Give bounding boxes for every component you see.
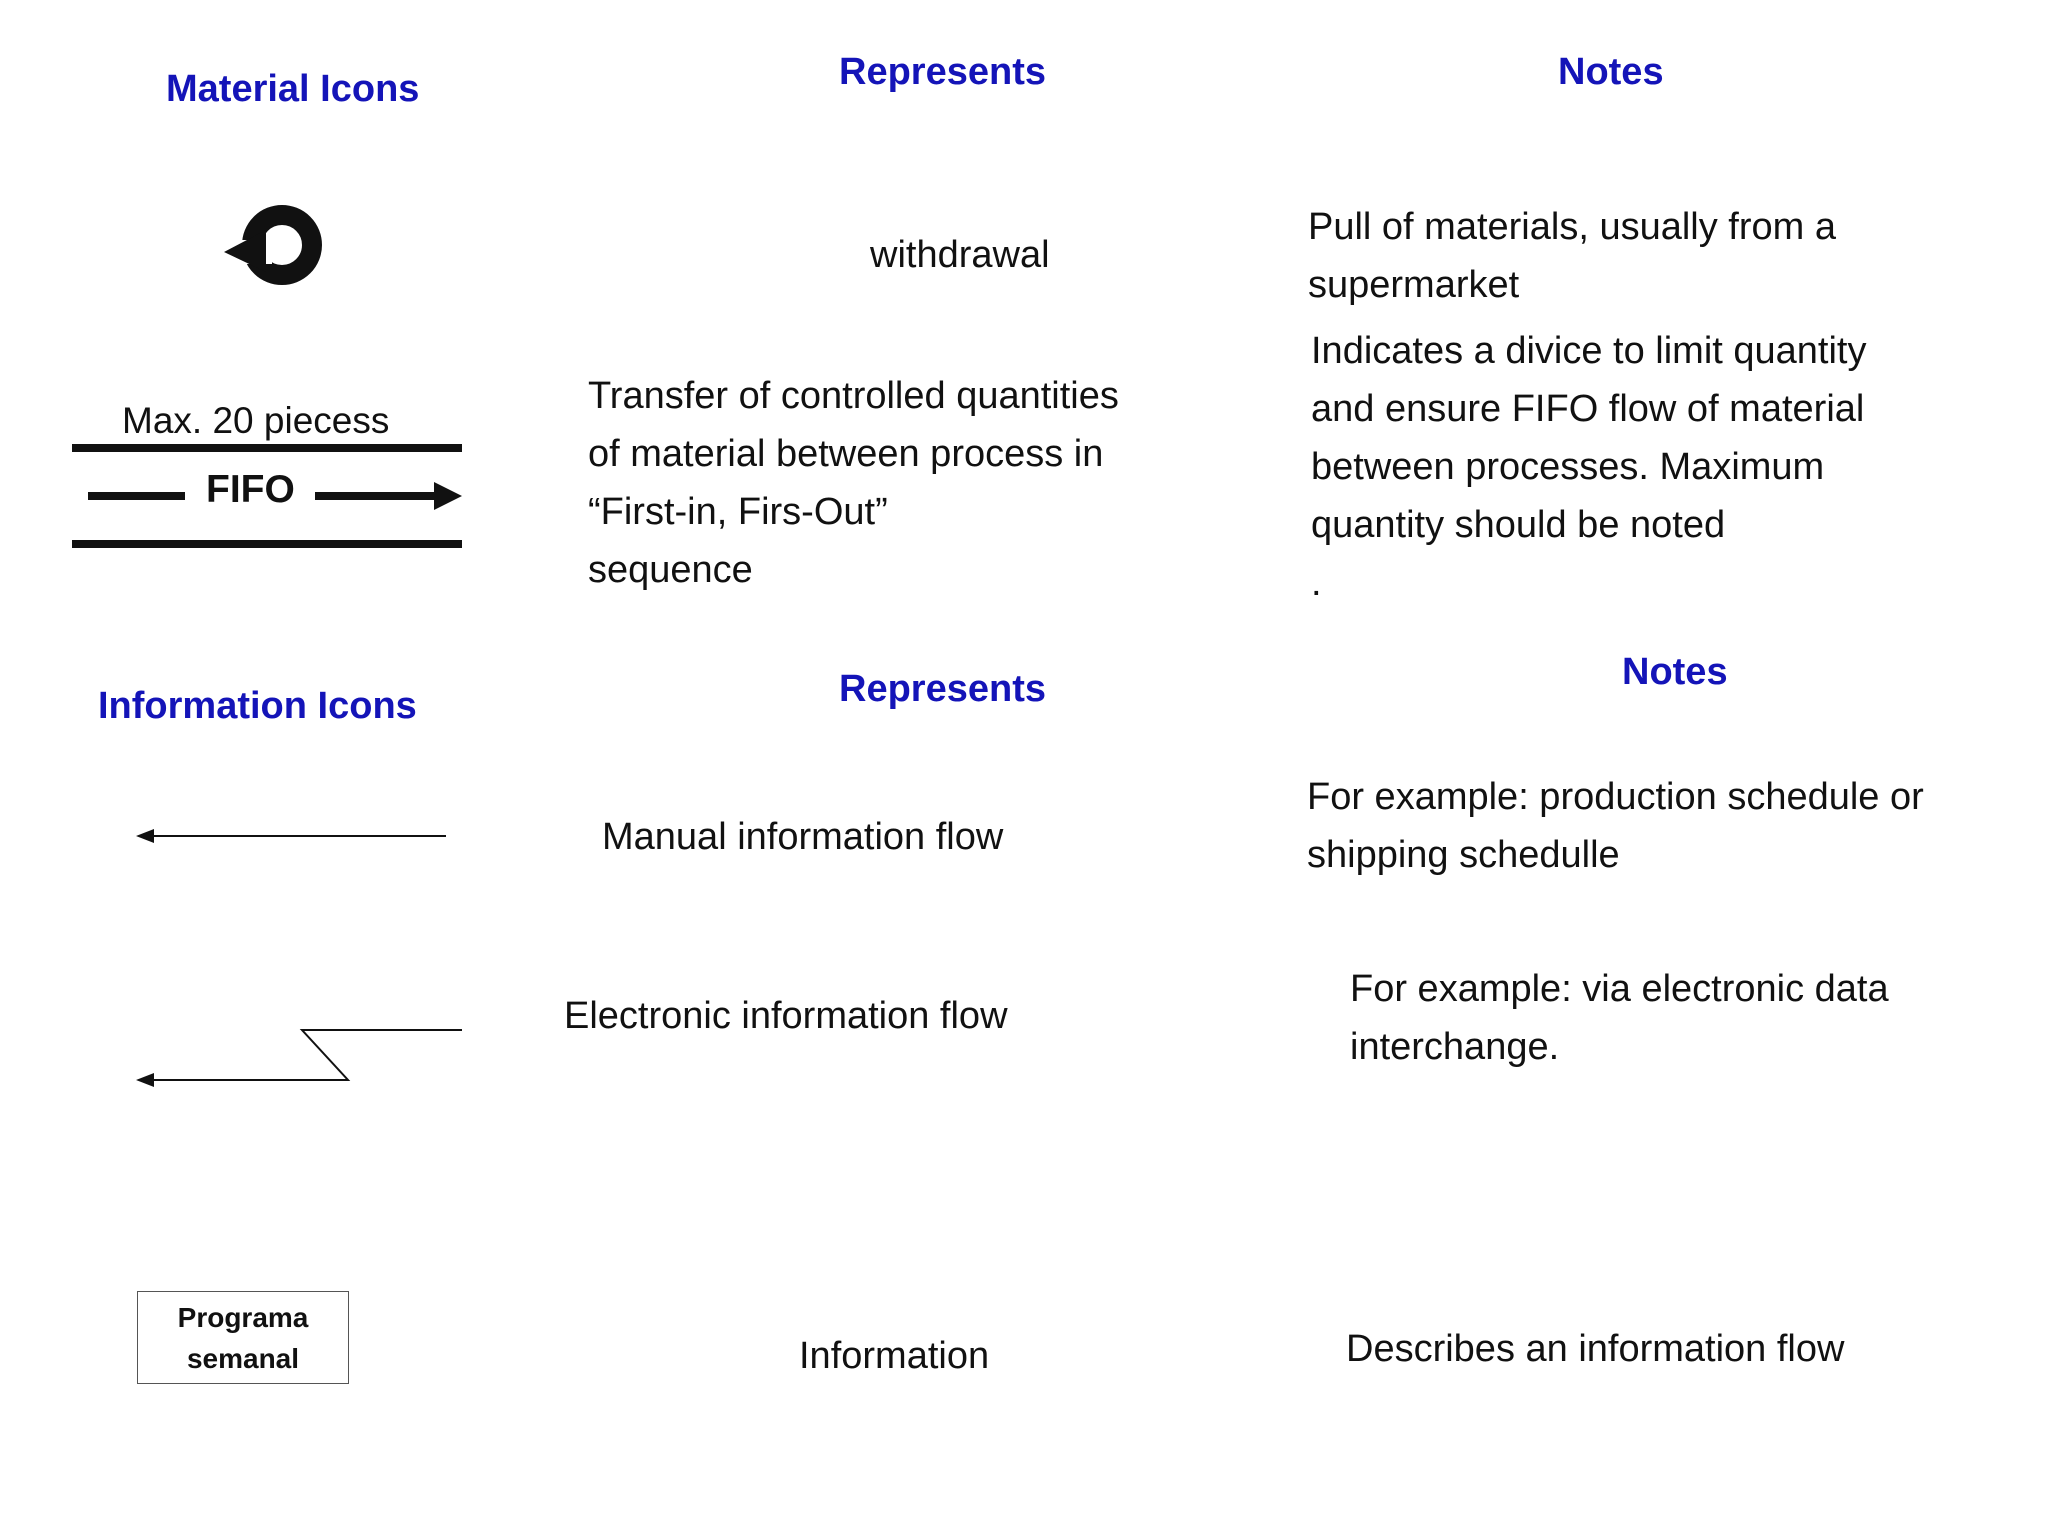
material-represents-header: Represents: [839, 51, 1046, 93]
fifo-notes-line-5: .: [1311, 562, 1322, 604]
information-icons-header: Information Icons: [98, 685, 417, 727]
manual-flow-notes-line-1: For example: production schedule or: [1307, 776, 1924, 818]
electronic-flow-represents: Electronic information flow: [564, 995, 1008, 1037]
information-notes: Describes an information flow: [1346, 1328, 1845, 1370]
material-icons-header: Material Icons: [166, 68, 420, 110]
withdrawal-represents: withdrawal: [870, 234, 1050, 276]
manual-flow-notes-line-2: shipping schedulle: [1307, 834, 1620, 876]
fifo-notes-line-1: Indicates a divice to limit quantity: [1311, 330, 1867, 372]
fifo-represents-line-2: of material between process in: [588, 433, 1104, 475]
information-box-label-line-1: Programa: [177, 1301, 309, 1333]
withdrawal-notes-line-1: Pull of materials, usually from a: [1308, 206, 1836, 248]
fifo-represents-line-1: Transfer of controlled quantities: [588, 375, 1119, 417]
fifo-notes-line-3: between processes. Maximum: [1311, 446, 1825, 488]
information-box-label-line-2: semanal: [186, 1342, 300, 1374]
fifo-notes-line-4: quantity should be noted: [1311, 504, 1726, 546]
information-box-icon: [137, 1291, 349, 1384]
fifo-represents-line-3: “First-in, Firs-Out”: [588, 491, 888, 533]
information-represents: Information: [799, 1335, 990, 1377]
fifo-label: FIFO: [206, 468, 295, 511]
manual-flow-arrow-icon: [136, 824, 448, 848]
manual-flow-represents: Manual information flow: [602, 816, 1004, 858]
information-represents-header: Represents: [839, 668, 1046, 710]
fifo-represents-line-4: sequence: [588, 549, 753, 591]
fifo-max-caption: Max. 20 piecess: [122, 400, 390, 441]
electronic-flow-notes-line-2: interchange.: [1350, 1026, 1560, 1068]
electronic-flow-arrow-icon: [136, 1020, 466, 1090]
information-notes-header: Notes: [1622, 651, 1728, 693]
withdrawal-arrow-icon: [220, 200, 340, 290]
withdrawal-notes-line-2: supermarket: [1308, 264, 1520, 306]
material-notes-header: Notes: [1558, 51, 1664, 93]
fifo-notes-line-2: and ensure FIFO flow of material: [1311, 388, 1865, 430]
electronic-flow-notes-line-1: For example: via electronic data: [1350, 968, 1889, 1010]
